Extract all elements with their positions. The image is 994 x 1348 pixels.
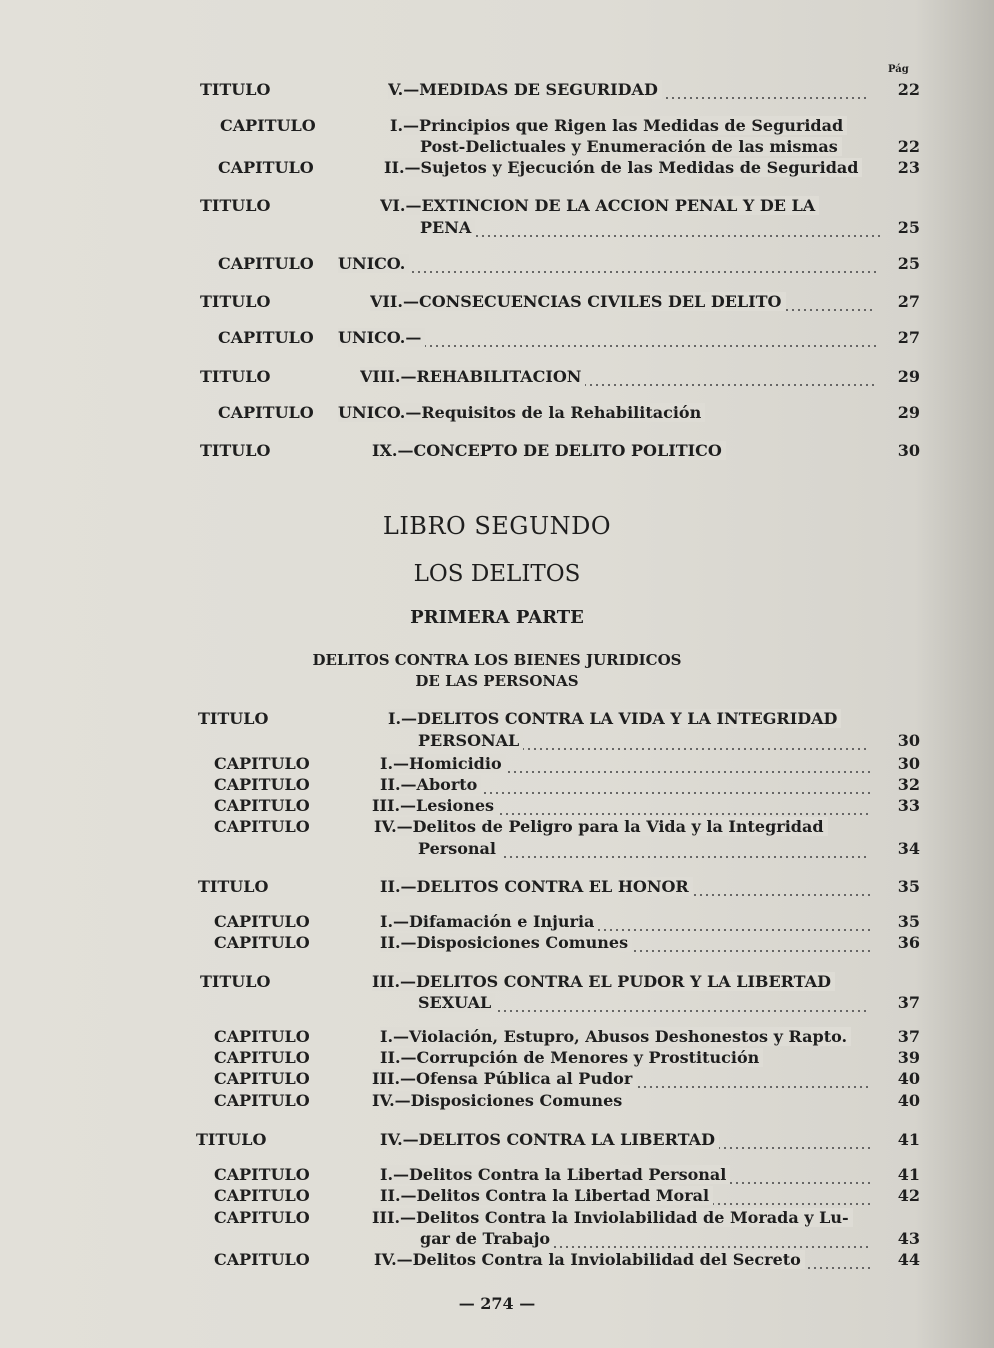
toc-line (0, 912, 994, 934)
toc-line (0, 158, 994, 180)
toc-titulo-label: TITULO (200, 972, 271, 991)
toc-page-number: 30 (897, 441, 920, 460)
page-number-footer: — 274 — (458, 1294, 536, 1313)
toc-page-number: 27 (897, 328, 920, 347)
toc-page-number: 39 (897, 1048, 920, 1067)
toc-entry-text: IX.—CONCEPTO DE DELITO POLITICO (372, 441, 772, 460)
toc-entry-text: VI.—EXTINCION DE LA ACCION PENAL Y DE LA (380, 196, 878, 215)
toc-entry-text: III.—Lesiones (372, 796, 870, 815)
toc-page-number: 22 (897, 80, 920, 99)
toc-entry-text: PERSONAL (418, 731, 870, 750)
toc-capitulo-label: CAPITULO (218, 158, 314, 177)
toc-capitulo-label: CAPITULO (214, 1091, 310, 1110)
toc-capitulo-label: CAPITULO (214, 1027, 310, 1046)
toc-entry-text: SEXUAL (418, 993, 870, 1012)
toc-page-number: 33 (897, 796, 920, 815)
toc-entry-text: gar de Trabajo (420, 1229, 868, 1248)
toc-entry-text: I.—Principios que Rigen las Medidas de Seguridad (390, 116, 880, 135)
toc-line (0, 1165, 994, 1187)
toc-page-number: 29 (897, 367, 920, 386)
toc-page-number: 42 (897, 1186, 920, 1205)
toc-entry-text: I.—Difamación e Injuria (380, 912, 874, 931)
toc-entry-text: III.—DELITOS CONTRA EL PUDOR Y LA LIBERTAD (372, 972, 874, 991)
toc-line (0, 218, 994, 240)
toc-capitulo-label: CAPITULO (218, 254, 314, 273)
toc-line (0, 367, 994, 389)
section-heading-line-2: DE LAS PERSONAS (415, 672, 579, 690)
toc-entry-text: IV.—Delitos de Peligro para la Vida y la Integridad (374, 817, 872, 836)
toc-line (0, 1069, 994, 1091)
toc-line (0, 839, 994, 861)
toc-line (0, 80, 994, 102)
toc-line (0, 1091, 994, 1113)
toc-page-number: 34 (897, 839, 920, 858)
toc-line (0, 1130, 994, 1152)
toc-entry-text: Post-Delictuales y Enumeración de las mismas (420, 137, 880, 156)
toc-titulo-label: TITULO (200, 441, 271, 460)
toc-page-number: 36 (897, 933, 920, 952)
toc-capitulo-label: CAPITULO (214, 1069, 310, 1088)
toc-entry-text: III.—Delitos Contra la Inviolabilidad de Morada y Lu- (372, 1208, 872, 1227)
toc-titulo-label: TITULO (198, 877, 269, 896)
toc-line (0, 137, 994, 159)
toc-page-number: 40 (897, 1091, 920, 1110)
toc-titulo-label: TITULO (200, 196, 271, 215)
toc-page-number: 25 (897, 218, 920, 237)
toc-line (0, 993, 994, 1015)
toc-page-number: 32 (897, 775, 920, 794)
toc-line (0, 196, 994, 218)
toc-page-number: 37 (897, 993, 920, 1012)
toc-entry-text: UNICO. (338, 254, 878, 273)
toc-line (0, 1250, 994, 1272)
toc-line (0, 1186, 994, 1208)
toc-entry-text: III.—Ofensa Pública al Pudor (372, 1069, 872, 1088)
toc-entry-text: I.—DELITOS CONTRA LA VIDA Y LA INTEGRIDAD (388, 709, 878, 728)
toc-capitulo-label: CAPITULO (214, 796, 310, 815)
toc-capitulo-label: CAPITULO (214, 1048, 310, 1067)
toc-line (0, 254, 994, 276)
toc-line (0, 403, 994, 425)
toc-entry-text: II.—Aborto (380, 775, 870, 794)
toc-entry-text: IV.—Delitos Contra la Inviolabilidad del Secreto (374, 1250, 872, 1269)
toc-entry-text: II.—Corrupción de Menores y Prostitución (380, 1048, 874, 1067)
toc-capitulo-label: CAPITULO (214, 775, 310, 794)
toc-page-number: 27 (897, 292, 920, 311)
toc-line (0, 817, 994, 839)
toc-line (0, 1048, 994, 1070)
toc-line (0, 116, 994, 138)
toc-capitulo-label: CAPITULO (220, 116, 316, 135)
toc-page-number: 30 (897, 731, 920, 750)
toc-page-number: 37 (897, 1027, 920, 1046)
toc-entry-text: IV.—DELITOS CONTRA LA LIBERTAD (380, 1130, 872, 1149)
toc-page-number: 40 (897, 1069, 920, 1088)
toc-capitulo-label: CAPITULO (214, 754, 310, 773)
toc-capitulo-label: CAPITULO (214, 1250, 310, 1269)
toc-page-number: 22 (897, 137, 920, 156)
toc-titulo-label: TITULO (200, 292, 271, 311)
toc-page-number: 43 (897, 1229, 920, 1248)
toc-line (0, 877, 994, 899)
toc-page-number: 41 (897, 1165, 920, 1184)
toc-entry-text: Personal (418, 839, 870, 858)
toc-capitulo-label: CAPITULO (214, 817, 310, 836)
toc-entry-text: IV.—Disposiciones Comunes (372, 1091, 872, 1110)
toc-titulo-label: TITULO (198, 709, 269, 728)
toc-page-number: 29 (897, 403, 920, 422)
toc-page-number: 44 (897, 1250, 920, 1269)
toc-entry-text: II.—Delitos Contra la Libertad Moral (380, 1186, 872, 1205)
toc-titulo-label: TITULO (200, 80, 271, 99)
toc-titulo-label: TITULO (200, 367, 271, 386)
toc-line (0, 796, 994, 818)
toc-titulo-label: TITULO (196, 1130, 267, 1149)
toc-capitulo-label: CAPITULO (214, 1208, 310, 1227)
toc-line (0, 1027, 994, 1049)
page-column-label: Pág (888, 64, 909, 75)
toc-page-number: 35 (897, 877, 920, 896)
toc-line (0, 292, 994, 314)
toc-page-number: 25 (897, 254, 920, 273)
toc-entry-text: VIII.—REHABILITACION (360, 367, 876, 386)
toc-page-number: 35 (897, 912, 920, 931)
toc-entry-text: V.—MEDIDAS DE SEGURIDAD (388, 80, 868, 99)
part-heading: PRIMERA PARTE (410, 607, 584, 628)
toc-page-number: 23 (897, 158, 920, 177)
toc-line (0, 933, 994, 955)
toc-page-number: 41 (897, 1130, 920, 1149)
toc-capitulo-label: CAPITULO (218, 403, 314, 422)
toc-entry-text: I.—Homicidio (380, 754, 870, 773)
toc-line (0, 754, 994, 776)
toc-capitulo-label: CAPITULO (218, 328, 314, 347)
toc-entry-text: UNICO.—Requisitos de la Rehabilitación (338, 403, 878, 422)
toc-line (0, 1208, 994, 1230)
section-heading-line-1: DELITOS CONTRA LOS BIENES JURIDICOS (312, 651, 682, 669)
toc-capitulo-label: CAPITULO (214, 1186, 310, 1205)
toc-page-number: 30 (897, 754, 920, 773)
toc-line (0, 731, 994, 753)
toc-capitulo-label: CAPITULO (214, 1165, 310, 1184)
toc-entry-text: II.—Sujetos y Ejecución de las Medidas de Seguridad (384, 158, 878, 177)
toc-capitulo-label: CAPITULO (214, 933, 310, 952)
toc-line (0, 328, 994, 350)
toc-entry-text: I.—Violación, Estupro, Abusos Deshonestos y Rapto. (380, 1027, 874, 1046)
book-heading: LIBRO SEGUNDO (382, 512, 612, 540)
book-subheading: LOS DELITOS (413, 561, 581, 587)
toc-capitulo-label: CAPITULO (214, 912, 310, 931)
toc-entry-text: PENA (420, 218, 880, 237)
toc-line (0, 709, 994, 731)
toc-line (0, 775, 994, 797)
toc-entry-text: II.—Disposiciones Comunes (380, 933, 874, 952)
toc-entry-text: II.—DELITOS CONTRA EL HONOR (380, 877, 874, 896)
toc-line (0, 972, 994, 994)
toc-entry-text: UNICO.— (338, 328, 878, 347)
toc-entry-text: I.—Delitos Contra la Libertad Personal (380, 1165, 872, 1184)
toc-line (0, 1229, 994, 1251)
toc-entry-text: VII.—CONSECUENCIAS CIVILES DEL DELITO (370, 292, 876, 311)
toc-line (0, 441, 994, 463)
